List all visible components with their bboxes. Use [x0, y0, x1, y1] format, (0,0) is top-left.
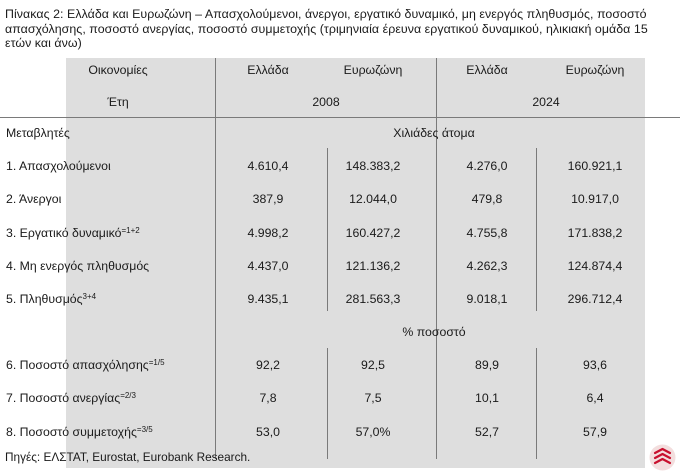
year-2024: 2024 [532, 95, 560, 109]
row-label [6, 425, 153, 439]
row-label [6, 192, 61, 206]
row-label-text: 3. Εργατικό δυναμικό [6, 226, 122, 240]
table-cell: 4.262,3 [466, 259, 508, 273]
eurobank-logo-icon [649, 444, 676, 471]
table-cell: 387,9 [252, 192, 284, 206]
table-cell: 7,8 [259, 391, 277, 405]
grid-vline [327, 348, 328, 459]
row-label [6, 259, 149, 273]
row-label-text: 5. Πληθυσμός [6, 292, 83, 306]
table-cell: 9.018,1 [466, 292, 508, 306]
thousands-label: Χιλιάδες άτομα [393, 126, 475, 140]
table-cell: 10.917,0 [571, 192, 619, 206]
grid-vline [215, 58, 216, 459]
table-cell: 4.437,0 [247, 259, 289, 273]
row-label-formula: =1/5 [148, 358, 165, 367]
table-cell: 12.044,0 [349, 192, 397, 206]
row-label-formula: 3+4 [82, 292, 97, 301]
row-label-formula: =2/3 [120, 391, 136, 400]
table-cell: 53,0 [256, 425, 280, 439]
table-cell: 296.712,4 [567, 292, 623, 306]
table-cell: 281.563,3 [345, 292, 401, 306]
table-cell: 4.276,0 [466, 159, 508, 173]
table-cell: 4.755,8 [466, 226, 508, 240]
table-cell: 52,7 [475, 425, 499, 439]
grid-vline [327, 148, 328, 311]
economies-label: Οικονομίες [88, 63, 148, 77]
table-cell: 4.998,2 [247, 226, 289, 240]
table-cell: 10,1 [475, 391, 499, 405]
table-cell: 148.383,2 [345, 159, 401, 173]
grid-vline [436, 58, 437, 459]
table-cell: 6,4 [586, 391, 604, 405]
table-title: Πίνακας 2: Ελλάδα και Ευρωζώνη – Απασχολούμενοι, άνεργοι, εργατικό δυναμικό, μη ενεργός πληθυσμός, ποσοστό απασχόλησης, ποσοστό ανεργίας, ποσοστό συμμετοχής (τριμηνιαία έρευνα εργατικού δυναμικού, ηλικιακή ομάδα 15 ετών και άνω) [5, 7, 648, 51]
source-note: Πηγές: ΕΛΣΤΑΤ, Eurostat, Eurobank Research. [5, 450, 251, 464]
header-underline [0, 117, 680, 118]
row-label-text: 7. Ποσοστό ανεργίας [6, 391, 121, 405]
row-label [6, 391, 136, 405]
col-eurozone-2024: Ευρωζώνη [565, 63, 625, 77]
grid-vline [536, 348, 537, 459]
years-label: Έτη [107, 95, 129, 109]
table-cell: 57,9 [583, 425, 607, 439]
row-label-text: 4. Μη ενεργός πληθυσμός [6, 259, 150, 273]
table-cell: 89,9 [475, 358, 499, 372]
table-cell: 479,8 [471, 192, 503, 206]
variables-label: Μεταβλητές [6, 126, 70, 140]
row-label-formula: =3/5 [136, 425, 153, 434]
row-label-text: 1. Απασχολούμενοι [6, 159, 111, 173]
row-label [6, 358, 165, 372]
percent-label: % ποσοστό [402, 325, 466, 339]
grid-vline [536, 148, 537, 311]
row-label-text: 2. Άνεργοι [6, 192, 62, 206]
col-greece-2024: Ελλάδα [466, 63, 508, 77]
row-label [6, 292, 96, 306]
table-cell: 124.874,4 [567, 259, 623, 273]
table-cell: 160.427,2 [345, 226, 401, 240]
col-eurozone-2008: Ευρωζώνη [343, 63, 403, 77]
table-cell: 121.136,2 [345, 259, 401, 273]
table-cell: 92,5 [361, 358, 385, 372]
table-cell: 160.921,1 [567, 159, 623, 173]
table-cell: 7,5 [364, 391, 382, 405]
year-2008: 2008 [312, 95, 340, 109]
row-label-text: 6. Ποσοστό απασχόλησης [6, 358, 149, 372]
row-label [6, 226, 140, 240]
table-cell: 93,6 [583, 358, 607, 372]
table-cell: 4.610,4 [247, 159, 289, 173]
table-cell: 57,0% [355, 425, 391, 439]
table-cell: 9.435,1 [247, 292, 289, 306]
row-label-text: 8. Ποσοστό συμμετοχής [6, 425, 137, 439]
row-label-formula: =1+2 [121, 226, 140, 235]
row-label [6, 159, 111, 173]
table-cell: 92,2 [256, 358, 280, 372]
table-cell: 171.838,2 [567, 226, 623, 240]
col-greece-2008: Ελλάδα [247, 63, 289, 77]
